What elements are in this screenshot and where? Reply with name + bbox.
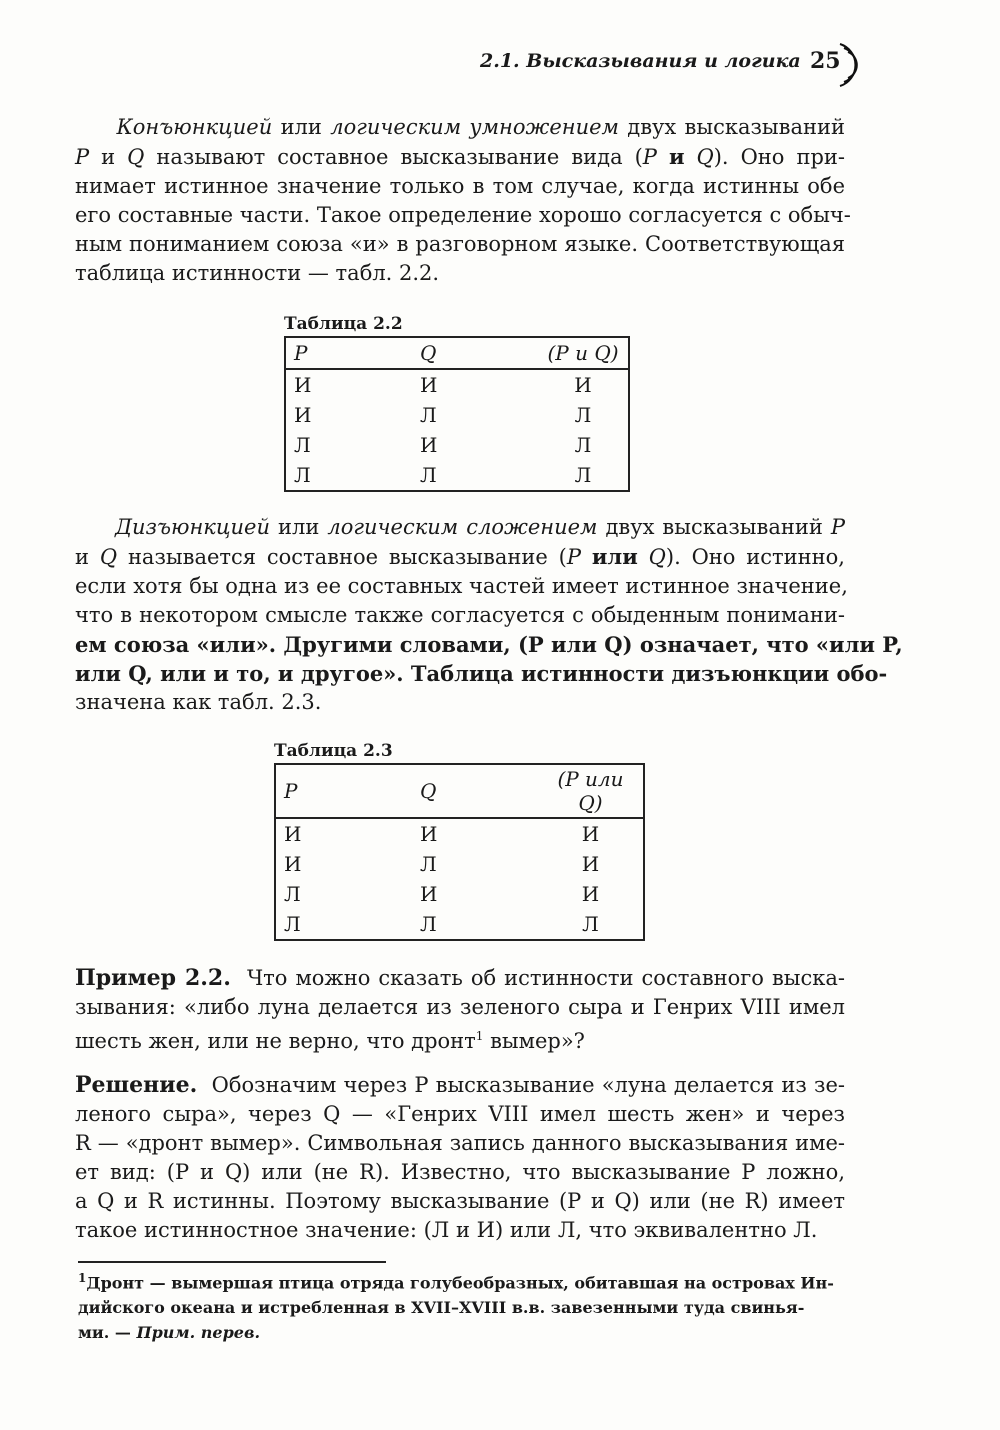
footnote-line2: дийского океана и истребленная в XVII–XVIII в.в. завезенными туда свинья-	[78, 1298, 805, 1318]
para2-line1: Дизъюнкцией или логическим сложением двух высказываний P	[114, 515, 845, 539]
header-cell: P	[285, 337, 412, 369]
footnote-divider	[78, 1261, 386, 1263]
cell: И	[581, 852, 600, 876]
example-line3: шесть жен, или не верно, что дронт$^1$ вымер»?	[75, 1029, 585, 1053]
footnote-line1: $^1$Дронт — вымершая птица отряда голубеобразных, обитавшая на островах Ин-	[78, 1271, 834, 1293]
solution-label: Решение.	[75, 1072, 198, 1098]
para2-line2: и Q называется составное высказывание (P или Q). Оно истинно,	[75, 544, 845, 569]
cell: Л	[420, 852, 437, 876]
para1-line5: ным пониманием союза «и» в разговорном языке. Соответствующая	[75, 232, 845, 256]
para1-line1: Конъюнкцией или логическим умножением двух высказываний	[116, 115, 845, 139]
table-row	[285, 460, 629, 491]
cell: Л	[420, 403, 437, 427]
footnote	[78, 1266, 848, 1345]
cell: Л	[294, 463, 311, 487]
running-header	[480, 40, 860, 90]
cell: Л	[574, 403, 592, 427]
cell: И	[420, 882, 438, 906]
cell: Л	[284, 882, 301, 906]
cell: И	[284, 822, 302, 846]
solution	[75, 1071, 845, 1245]
table-row	[285, 430, 629, 460]
solution-line3: R — «дронт вымер». Символьная запись данного высказывания име-	[75, 1131, 845, 1155]
cell: И	[420, 822, 438, 846]
table-header-row	[275, 764, 644, 818]
cell: Л	[574, 433, 592, 457]
page-number-badge	[810, 40, 860, 90]
conjunction-paragraph	[75, 113, 851, 288]
para2-line3: если хотя бы одна из ее составных частей имеет истинное значение,	[75, 574, 848, 598]
truth-table-2-3	[274, 763, 645, 941]
header-cell: Q	[412, 764, 538, 818]
para2-line5: ем союза «или». Другими словами, (P или Q) означает, что «или P,	[75, 632, 903, 657]
example-line2: зывания: «либо луна делается из зеленого сыра и Генрих VIII имел	[75, 995, 845, 1019]
example-2-2	[75, 964, 845, 1056]
header-cell: (P или Q)	[538, 764, 644, 818]
table-row	[275, 818, 644, 849]
cell: И	[294, 403, 312, 427]
para1-line6: таблица истинности — табл. 2.2.	[75, 261, 440, 285]
page-number: 25	[810, 48, 841, 74]
table-2-3-caption: Таблица 2.3	[274, 741, 393, 761]
example-line1: Пример 2.2. Что можно сказать об истинности составного выска-	[75, 965, 845, 991]
para2-line6: или Q, или и то, и другое». Таблица истинности дизъюнкции обо-	[75, 661, 888, 686]
header-cell: (P и Q)	[538, 337, 629, 369]
cell: И	[581, 882, 600, 906]
section-title: 2.1. Высказывания и логика	[480, 50, 801, 72]
para1-line4: его составные части. Такое определение хорошо согласуется с обыч-	[75, 203, 851, 227]
cell: И	[581, 822, 600, 846]
solution-line4: ет вид: (P и Q) или (не R). Известно, что высказывание P ложно,	[75, 1160, 845, 1184]
header-cell: Q	[412, 337, 538, 369]
cell: И	[294, 373, 312, 397]
disjunction-paragraph	[75, 513, 903, 717]
cell: Л	[420, 912, 437, 936]
para1-line2: P и Q называют составное высказывание вида (P и Q). Оно при-	[75, 144, 845, 169]
cell: И	[420, 373, 438, 397]
solution-line5: а Q и R истинны. Поэтому высказывание (P и Q) или (не R) имеет	[75, 1189, 845, 1213]
cell: И	[420, 433, 438, 457]
cell: И	[574, 373, 592, 397]
table-row	[275, 849, 644, 879]
header-cell: P	[275, 764, 412, 818]
footnote-ref: 1	[475, 1029, 484, 1043]
table-header-row	[285, 337, 629, 369]
truth-table-2-2	[284, 336, 630, 492]
table-row	[285, 400, 629, 430]
table-2-2-caption: Таблица 2.2	[284, 314, 403, 334]
solution-line2: леного сыра», через Q — «Генрих VIII имел шесть жен» и через	[75, 1102, 845, 1126]
para2-line4: что в некотором смысле также согласуется с обыденным понимани-	[75, 603, 845, 627]
cell: И	[284, 852, 302, 876]
cell: Л	[420, 463, 437, 487]
table-row	[275, 879, 644, 909]
para1-line3: нимает истинное значение только в том случае, когда истинны обе	[75, 174, 845, 198]
solution-line6: такое истинностное значение: (Л и И) или Л, что эквивалентно Л.	[75, 1218, 818, 1242]
example-label: Пример 2.2.	[75, 965, 231, 991]
table-row	[285, 369, 629, 400]
solution-line1: Решение. Обозначим через P высказывание «луна делается из зе-	[75, 1072, 845, 1098]
table-row	[275, 909, 644, 940]
cell: Л	[294, 433, 311, 457]
para2-line7: значена как табл. 2.3.	[75, 690, 322, 714]
cell: Л	[582, 912, 599, 936]
footnote-line3: ми. — Прим. перев.	[78, 1323, 261, 1343]
cell: Л	[284, 912, 301, 936]
cell: Л	[574, 463, 592, 487]
